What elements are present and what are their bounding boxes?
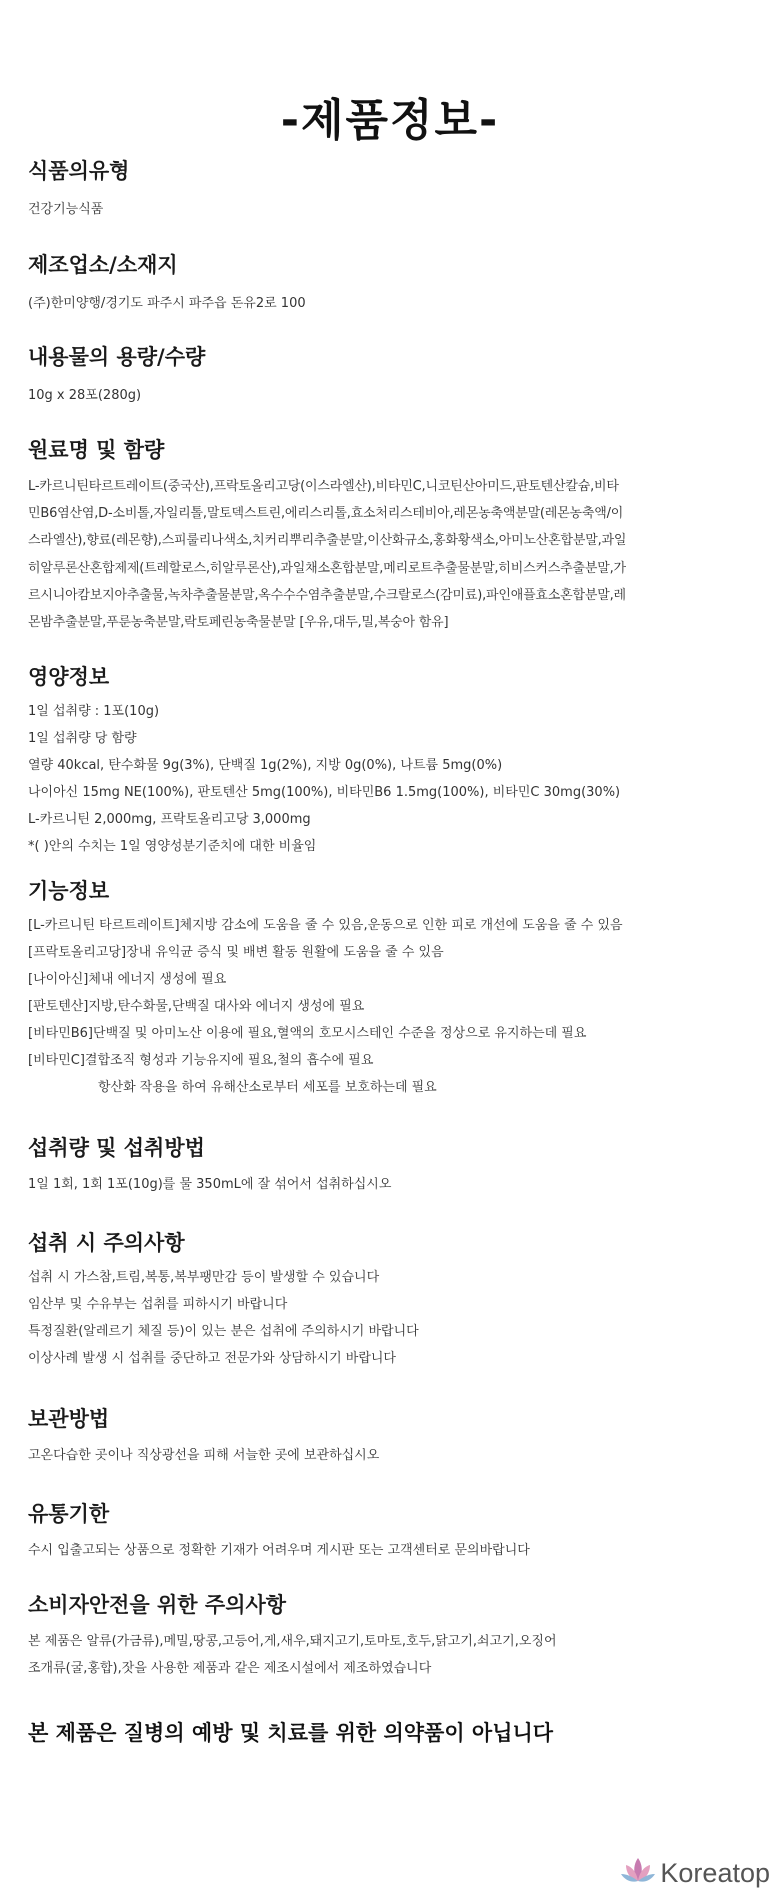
text-line: 1일 섭취량 : 1포(10g) [28, 704, 160, 720]
brand-logo [620, 1856, 770, 1890]
section-title: 보관방법 [28, 1407, 110, 1432]
section-expiry [28, 1499, 752, 1564]
section-body [28, 382, 752, 409]
text-line: [나이아신]체내 에너지 생성에 필요 [28, 972, 227, 988]
section-title: 소비자안전을 위한 주의사항 [28, 1593, 287, 1618]
text-line: 열량 40kcal, 탄수화물 9g(3%), 단백질 1g(2%), 지방 0g(0%), 나트륨 5mg(0%) [28, 758, 503, 774]
section-body [28, 473, 752, 636]
text-line: L-카르니틴 2,000mg, 프락토올리고당 3,000mg [28, 812, 311, 828]
text-line: 르시니아캄보지아추출물,녹차추출물분말,옥수수수염추출분말,수크랄로스(감미료),파인애플효소혼합분말,레 [28, 587, 626, 603]
text-line: [판토텐산]지방,탄수화물,단백질 대사와 에너지 생성에 필요 [28, 999, 365, 1015]
section-function [28, 876, 752, 1101]
text-line: 히알루론산혼합제제(트레할로스,히알루론산),과일채소혼합분말,메리로트추출물분말,히비스커스추출분말,가 [28, 560, 626, 576]
section-body [28, 1264, 752, 1372]
section-manufacturer [28, 250, 752, 317]
brand-name: Koreatop [660, 1857, 770, 1888]
section-title: 원료명 및 함량 [28, 438, 165, 462]
lotus-icon [620, 1856, 656, 1890]
text-line: 나이아신 15mg NE(100%), 판토텐산 5mg(100%), 비타민B6 1.5mg(100%), 비타민C 30mg(30%) [28, 785, 621, 801]
text-line: 고온다습한 곳이나 직상광선을 피해 서늘한 곳에 보관하십시오 [28, 1448, 380, 1464]
section-consumer-safety [28, 1590, 752, 1682]
section-nutrition [28, 662, 752, 860]
final-notice: 본 제품은 질병의 예방 및 치료를 위한 의약품이 아닙니다 [28, 1721, 554, 1746]
section-title: 식품의유형 [28, 159, 130, 183]
text-line: 특정질환(알레르기 체질 등)이 있는 분은 섭취에 주의하시기 바랍니다 [28, 1324, 419, 1340]
section-title: 내용물의 용량/수량 [28, 345, 206, 369]
text-line-continuation: 항산화 작용을 하여 유해산소로부터 세포를 보호하는데 필요 [98, 1080, 437, 1096]
text-line: L-카르니틴타르트레이트(중국산),프락토올리고당(이스라엘산),비타민C,니코틴산아미드,판토텐산칼슘,비타 [28, 479, 619, 494]
text-line: 건강기능식품 [28, 202, 104, 217]
text-line: 몬밤추출분말,푸룬농축분말,락토페린농축물분말 [우유,대두,밀,복숭아 함유] [28, 615, 449, 631]
section-body [28, 912, 752, 1101]
section-body [28, 1537, 752, 1564]
section-ingredients [28, 435, 752, 636]
section-food-type [28, 156, 752, 223]
text-line: [L-카르니틴 타르트레이트]체지방 감소에 도움을 줄 수 있음,운동으로 인한 피로 개선에 도움을 줄 수 있음 [28, 918, 623, 934]
text-line: [비타민C]결합조직 형성과 기능유지에 필요,철의 흡수에 필요 [28, 1053, 374, 1069]
section-cautions [28, 1228, 752, 1372]
section-body [28, 196, 752, 223]
text-line: [비타민B6]단백질 및 아미노산 이용에 필요,혈액의 호모시스테인 수준을 정상으로 유지하는데 필요 [28, 1026, 587, 1042]
section-intake [28, 1133, 752, 1198]
text-line: 1일 섭취량 당 함량 [28, 731, 137, 747]
text-line: 임산부 및 수유부는 섭취를 피하시기 바랍니다 [28, 1297, 288, 1313]
page-title: -제품정보- [280, 95, 500, 146]
section-body [28, 1628, 752, 1682]
text-line: 수시 입출고되는 상품으로 정확한 기재가 어려우며 게시판 또는 고객센터로 문의바랍니다 [28, 1543, 530, 1559]
section-volume [28, 342, 752, 409]
section-title: 제조업소/소재지 [28, 253, 178, 277]
section-body [28, 698, 752, 860]
section-title: 유통기한 [28, 1502, 110, 1527]
section-title: 섭취 시 주의사항 [28, 1231, 185, 1256]
text-line: 10g x 28포(280g) [28, 388, 142, 403]
section-body [28, 1171, 752, 1198]
section-title: 영양정보 [28, 665, 110, 690]
text-line: [프락토올리고당]장내 유익균 증식 및 배변 활동 원활에 도움을 줄 수 있음 [28, 945, 444, 961]
text-line: 조개류(굴,홍합),잣을 사용한 제품과 같은 제조시설에서 제조하였습니다 [28, 1661, 432, 1677]
text-line: (주)한미양행/경기도 파주시 파주읍 돈유2로 100 [28, 296, 306, 311]
text-line: 섭취 시 가스참,트림,복통,복부팽만감 등이 발생할 수 있습니다 [28, 1270, 380, 1286]
text-line: 본 제품은 알류(가금류),메밀,땅콩,고등어,게,새우,돼지고기,토마토,호두,닭고기,쇠고기,오징어 [28, 1634, 557, 1650]
section-body [28, 1442, 752, 1469]
text-line: *( )안의 수치는 1일 영양성분기준치에 대한 비율임 [28, 839, 317, 855]
section-body [28, 290, 752, 317]
text-line: 스라엘산),향료(레몬향),스피룰리나색소,치커리뿌리추출분말,이산화규소,홍화황색소,아미노산혼합분말,과일 [28, 533, 627, 549]
section-title: 기능정보 [28, 879, 110, 904]
section-storage [28, 1404, 752, 1469]
text-line: 이상사례 발생 시 섭취를 중단하고 전문가와 상담하시기 바랍니다 [28, 1351, 396, 1367]
text-line: 1일 1회, 1회 1포(10g)를 물 350mL에 잘 섞어서 섭취하십시오 [28, 1177, 392, 1193]
text-line: 민B6염산염,D-소비톨,자일리톨,말토덱스트린,에리스리톨,효소처리스테비아,레몬농축액분말(레몬농축액/이 [28, 506, 624, 522]
section-title: 섭취량 및 섭취방법 [28, 1136, 205, 1161]
